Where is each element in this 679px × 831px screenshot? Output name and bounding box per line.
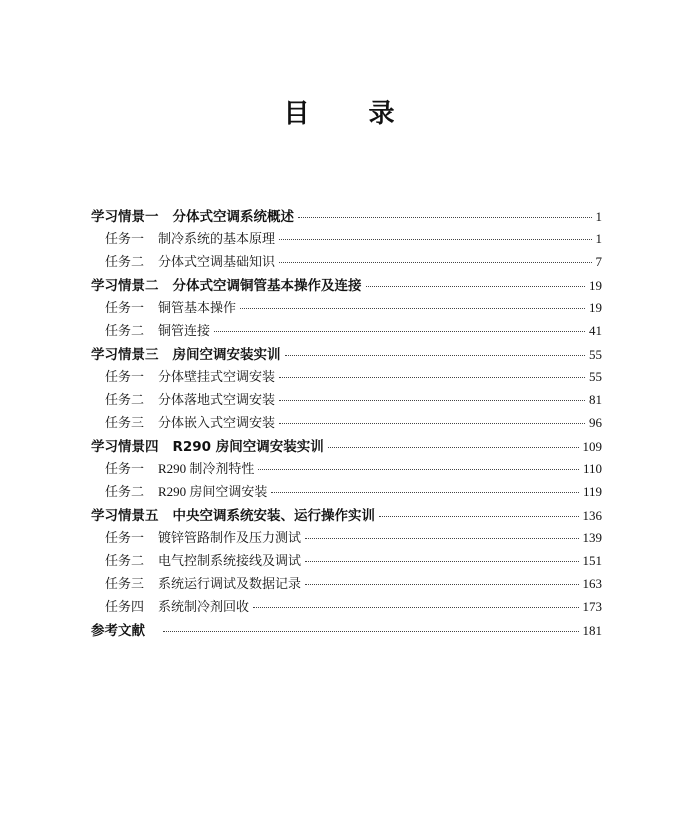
entry-title: 分体壁挂式空调安装 <box>158 369 276 384</box>
dot-leader <box>279 376 585 378</box>
toc-chapter-entry[interactable] <box>91 619 602 642</box>
toc-task-entry[interactable] <box>91 573 602 596</box>
toc-task-entry[interactable] <box>91 297 602 320</box>
entry-label: 任务二 <box>105 392 145 407</box>
entry-title: 中央空调系统安装、运行操作实训 <box>172 508 375 524</box>
entry-title: R290 房间空调安装实训 <box>172 439 324 455</box>
page-number: 136 <box>582 508 602 523</box>
toc-task-entry[interactable] <box>91 527 602 550</box>
dot-leader <box>163 630 579 632</box>
entry-title: 分体式空调基础知识 <box>158 254 276 269</box>
page-number: 55 <box>589 369 602 384</box>
dot-leader <box>279 261 591 263</box>
page-number: 151 <box>582 553 602 568</box>
entry-label: 学习情景五 <box>91 508 159 524</box>
entry-label: 任务三 <box>105 415 145 430</box>
toc-task-entry[interactable] <box>91 389 602 412</box>
entry-title: 分体落地式空调安装 <box>158 392 276 407</box>
title-char-2: 录 <box>368 99 396 129</box>
title-char-1: 目 <box>283 99 311 129</box>
toc-task-entry[interactable] <box>91 320 602 343</box>
dot-leader <box>271 491 579 493</box>
entry-label: 任务一 <box>105 369 145 384</box>
entry-label: 学习情景一 <box>91 209 159 225</box>
page-number: 1 <box>595 231 602 246</box>
toc-task-entry[interactable] <box>91 458 602 481</box>
toc-chapter-entry[interactable] <box>91 504 602 527</box>
entry-label: 任务二 <box>105 323 145 338</box>
table-of-contents <box>91 205 602 642</box>
dot-leader <box>253 606 578 608</box>
entry-label: 学习情景四 <box>91 439 159 455</box>
entry-title: R290 房间空调安装 <box>158 484 268 499</box>
page-number: 41 <box>589 323 602 338</box>
page-number: 96 <box>589 415 602 430</box>
entry-label: 任务一 <box>105 300 145 315</box>
dot-leader <box>258 468 579 470</box>
entry-label: 学习情景三 <box>91 347 159 363</box>
entry-title: 制冷系统的基本原理 <box>158 231 276 246</box>
entry-title: R290 制冷剂特性 <box>158 461 255 476</box>
dot-leader <box>328 446 579 448</box>
dot-leader <box>305 583 578 585</box>
entry-title: 房间空调安装实训 <box>172 347 281 363</box>
dot-leader <box>379 515 579 517</box>
entry-title: 系统制冷剂回收 <box>158 599 250 614</box>
entry-label: 任务三 <box>105 576 145 591</box>
entry-title: 镀锌管路制作及压力测试 <box>158 530 302 545</box>
dot-leader <box>305 537 578 539</box>
entry-label: 任务二 <box>105 484 145 499</box>
dot-leader <box>240 307 585 309</box>
dot-leader <box>214 330 585 332</box>
entry-title: 铜管基本操作 <box>158 300 237 315</box>
dot-leader <box>279 238 591 240</box>
toc-task-entry[interactable] <box>91 596 602 619</box>
entry-label: 学习情景二 <box>91 278 159 294</box>
page-number: 110 <box>582 461 602 476</box>
dot-leader <box>279 422 585 424</box>
entry-title: 系统运行调试及数据记录 <box>158 576 302 591</box>
page-number: 19 <box>589 300 602 315</box>
page-number: 7 <box>595 254 602 269</box>
toc-chapter-entry[interactable] <box>91 343 602 366</box>
entry-label: 任务一 <box>105 231 145 246</box>
toc-task-entry[interactable] <box>91 366 602 389</box>
entry-label: 任务四 <box>105 599 145 614</box>
toc-chapter-entry[interactable] <box>91 435 602 458</box>
dot-leader <box>285 354 586 356</box>
entry-label: 参考文献 <box>91 623 145 639</box>
toc-task-entry[interactable] <box>91 412 602 435</box>
page-number: 181 <box>582 623 602 638</box>
page-number: 173 <box>582 599 602 614</box>
entry-title: 分体嵌入式空调安装 <box>158 415 276 430</box>
page-number: 139 <box>582 530 602 545</box>
entry-title: 分体式空调系统概述 <box>172 209 294 225</box>
entry-label: 任务一 <box>105 530 145 545</box>
toc-task-entry[interactable] <box>91 550 602 573</box>
toc-chapter-entry[interactable] <box>91 205 602 228</box>
toc-chapter-entry[interactable] <box>91 274 602 297</box>
entry-label: 任务二 <box>105 254 145 269</box>
page-number: 81 <box>589 392 602 407</box>
dot-leader <box>305 560 578 562</box>
entry-title: 电气控制系统接线及调试 <box>158 553 302 568</box>
page-number: 1 <box>595 209 602 224</box>
toc-task-entry[interactable] <box>91 228 602 251</box>
entry-label: 任务一 <box>105 461 145 476</box>
page-number: 163 <box>582 576 602 591</box>
dot-leader <box>366 285 586 287</box>
page-number: 55 <box>589 347 602 362</box>
entry-title: 铜管连接 <box>158 323 211 338</box>
page-number: 109 <box>582 439 602 454</box>
toc-task-entry[interactable] <box>91 481 602 504</box>
dot-leader <box>279 399 585 401</box>
entry-label: 任务二 <box>105 553 145 568</box>
page-number: 19 <box>589 278 602 293</box>
page-title <box>0 93 679 130</box>
toc-task-entry[interactable] <box>91 251 602 274</box>
dot-leader <box>298 216 592 218</box>
page-number: 119 <box>582 484 602 499</box>
entry-title: 分体式空调铜管基本操作及连接 <box>172 278 362 294</box>
